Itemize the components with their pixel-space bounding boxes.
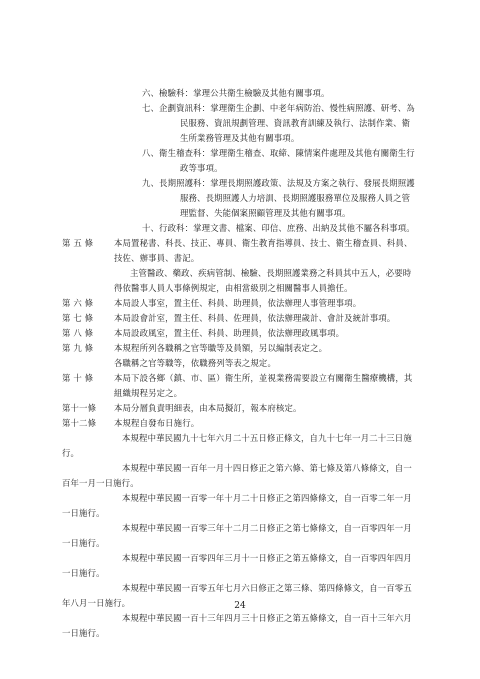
amendment-history-2: 本規程中華民國一百年一月十四日修正之第六條、第七條及第八條條文，自一百年一月一日施行。 [62, 463, 412, 488]
dept-item-planning-it: 七、企劃資訊科：掌理衛生企劃、中老年病防治、慢性病照護、研考、為民服務、資訊規劃管理、資訊教育訓練及執行、法制作業、衛生所業務管理及其他有關事項。 [142, 103, 415, 143]
article-text: 本規程自發布日施行。 [114, 418, 200, 428]
article-text: 本局設人事室，置主任、科員、助理員，依法辦理人事管理事項。 [114, 298, 362, 308]
article-text: 本局設政風室，置主任、科員、助理員，依法辦理政風事項。 [114, 328, 345, 338]
dept-item-administration: 十、行政科：掌理文書、檔案、印信、庶務、出納及其他不屬各科事項。 [142, 223, 415, 233]
article-12 [62, 416, 418, 431]
amendment-history-6: 本規程中華民國一百零五年七月六日修正之第三條、第四條條文，自一百零五年八月一日施行。 [62, 583, 412, 608]
dept-item-long-term-care: 九、長期照護科：掌理長期照護政策、法規及方案之執行、發展長期照護服務、長期照護人力培訓、長期照護服務單位及服務人員之管理監督、失能個案照顧管理及其他有關事項。 [142, 178, 415, 218]
article-10 [62, 371, 418, 401]
article-5-paragraph-2: 主管醫政、藥政、疾病管制、檢驗、長期照護業務之科員其中五人，必要時得依醫事人員人事條例規定，由相當級別之相關醫事人員擔任。 [114, 268, 412, 293]
article-number: 第 七 條 [62, 313, 94, 323]
dept-item-health-inspection: 八、衛生稽查科：掌理衛生稽查、取締、陳情案件處理及其他有關衛生行政等事項。 [142, 148, 415, 173]
article-11 [62, 401, 418, 416]
article-number: 第 五 條 [62, 238, 94, 248]
article-text: 本規程所列各職稱之官等職等及員額，另以編制表定之。 [114, 343, 328, 353]
article-number: 第 十 條 [62, 373, 94, 383]
regulation-text [62, 86, 418, 641]
article-number: 第 九 條 [62, 343, 94, 353]
amendment-history-5: 本規程中華民國一百零四年三月十一日修正之第五條條文，自一百零四年四月一日施行。 [62, 553, 412, 578]
article-number: 第十二條 [62, 418, 97, 428]
article-5 [62, 236, 418, 266]
article-text: 本局置秘書、科長、技正、專員、衛生教育指導員、技士、衛生稽查員、科員、技佐、辦事員、書記。 [114, 238, 413, 263]
article-7 [62, 311, 418, 326]
article-9 [62, 341, 418, 356]
article-text: 本局下設各鄉（鎮、市、區）衛生所，並視業務需要設立有關衛生醫療機構，其組織規程另定之。 [114, 373, 413, 398]
article-6 [62, 296, 418, 311]
amendment-history-7: 本規程中華民國一百十三年四月三十日修正之第五條條文，自一百十三年六月一日施行。 [62, 613, 412, 638]
amendment-history-1: 本規程中華民國九十七年六月二十五日修正條文，自九十七年一月二十三日施行。 [62, 433, 412, 458]
article-8 [62, 326, 418, 341]
article-text: 本局設會計室，置主任、科員、佐理員，依法辦理歲計、會計及統計事項。 [114, 313, 396, 323]
page-number: 24 [234, 601, 246, 611]
article-9-paragraph-2: 各職稱之官等職等，依職務列等表之規定。 [114, 358, 276, 368]
article-number: 第 六 條 [62, 298, 94, 308]
amendment-history-3: 本規程中華民國一百零一年十月二十日修正之第四條條文，自一百零二年一月一日施行。 [62, 493, 412, 518]
amendment-history-4: 本規程中華民國一百零三年十二月二日修正之第七條條文，自一百零四年一月一日施行。 [62, 523, 412, 548]
article-number: 第 八 條 [62, 328, 94, 338]
article-text: 本局分層負責明細表，由本局擬訂，報本府核定。 [114, 403, 302, 413]
dept-item-inspection: 六、檢驗科：掌理公共衛生檢驗及其他有關事項。 [142, 88, 330, 98]
article-number: 第十一條 [62, 403, 97, 413]
